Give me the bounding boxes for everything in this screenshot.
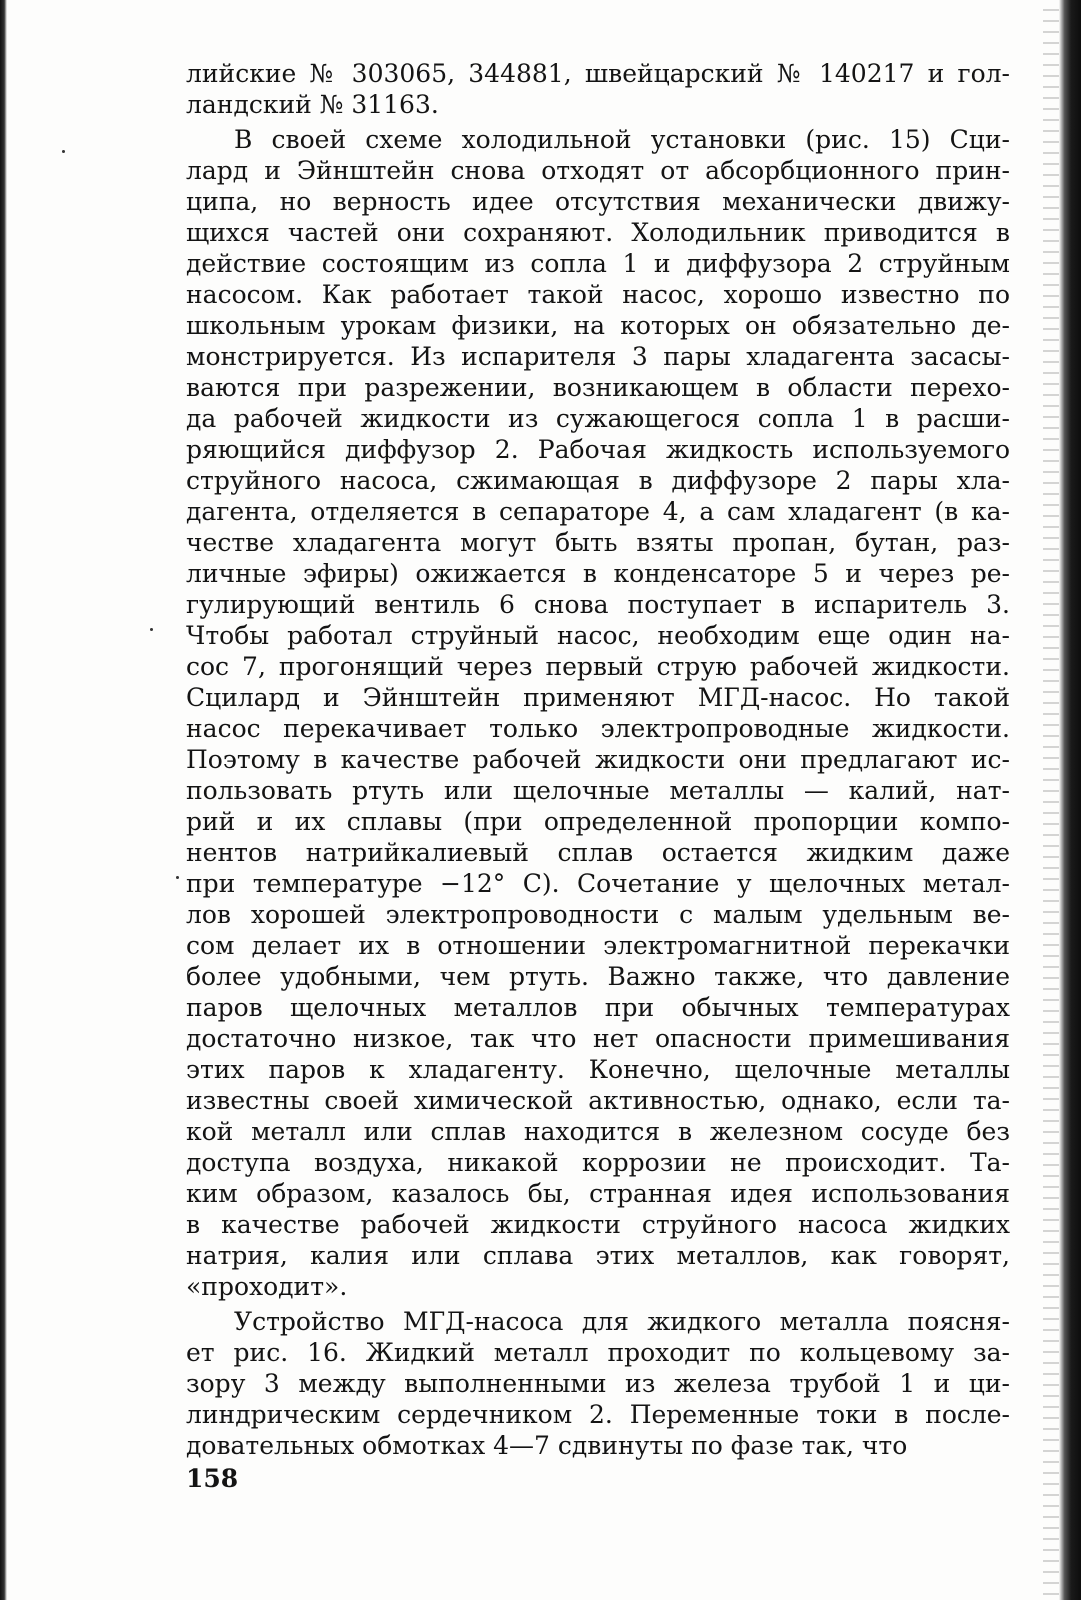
text-line: ландский № 31163. bbox=[186, 90, 439, 119]
text-line: сос 7, прогонящий через первый струю рабочей жидкости. bbox=[186, 652, 1010, 681]
text-line: ципа, но верность идее отсутствия механически движу- bbox=[186, 187, 1010, 216]
text-line: насосом. Как работает такой насос, хорошо известно по bbox=[186, 280, 1010, 309]
paragraph bbox=[186, 58, 1010, 120]
page-number: 158 bbox=[186, 1464, 239, 1493]
text-line: щихся частей они сохраняют. Холодильник приводится в bbox=[186, 218, 1010, 247]
text-line: ряющийся диффузор 2. Рабочая жидкость используемого bbox=[186, 435, 1010, 464]
text-line: доступа воздуха, никакой коррозии не происходит. Та- bbox=[186, 1148, 1010, 1177]
text-line: честве хладагента могут быть взяты пропан, бутан, раз- bbox=[186, 528, 1010, 557]
text-line: Поэтому в качестве рабочей жидкости они предлагают ис- bbox=[186, 745, 1010, 774]
text-line: насос перекачивает только электропроводные жидкости. bbox=[186, 714, 1010, 743]
text-line: да рабочей жидкости из сужающегося сопла 1 в расши- bbox=[186, 404, 1010, 433]
text-line: лов хорошей электропроводности с малым удельным ве- bbox=[186, 900, 1010, 929]
text-line: Устройство МГД-насоса для жидкого металла поясня- bbox=[234, 1307, 1010, 1336]
text-line: Сцилард и Эйнштейн применяют МГД-насос. Но такой bbox=[186, 683, 1010, 712]
scan-noise-right bbox=[1043, 0, 1059, 1600]
text-line: гулирующий вентиль 6 снова поступает в испаритель 3. bbox=[186, 590, 1010, 619]
text-line: паров щелочных металлов при обычных температурах bbox=[186, 993, 1010, 1022]
paragraph bbox=[186, 124, 1010, 1302]
text-line: ким образом, казалось бы, странная идея использования bbox=[186, 1179, 1010, 1208]
scan-speck bbox=[150, 628, 153, 631]
text-line: зору 3 между выполненными из железа трубой 1 и ци- bbox=[186, 1369, 1010, 1398]
scan-speck bbox=[62, 150, 65, 153]
text-line: дагента, отделяется в сепараторе 4, а сам хладагент (в ка- bbox=[186, 497, 1010, 526]
text-line: школьным урокам физики, на которых он обязательно де- bbox=[186, 311, 1010, 340]
text-line: ваются при разрежении, возникающем в области перехо- bbox=[186, 373, 1010, 402]
body-text bbox=[186, 58, 1010, 1461]
text-line: действие состоящим из сопла 1 и диффузора 2 струйным bbox=[186, 249, 1010, 278]
text-line: рий и их сплавы (при определенной пропорции компо- bbox=[186, 807, 1010, 836]
text-line: пользовать ртуть или щелочные металлы — калий, нат- bbox=[186, 776, 1010, 805]
text-line: ет рис. 16. Жидкий металл проходит по кольцевому за- bbox=[186, 1338, 1010, 1367]
text-line: достаточно низкое, так что нет опасности примешивания bbox=[186, 1024, 1010, 1053]
text-line: нентов натрийкалиевый сплав остается жидким даже bbox=[186, 838, 1010, 867]
text-line: личные эфиры) ожижается в конденсаторе 5 и через ре- bbox=[186, 559, 1010, 588]
text-line: лийские № 303065, 344881, швейцарский № 140217 и гол- bbox=[186, 59, 1010, 88]
text-line: Чтобы работал струйный насос, необходим еще один на- bbox=[186, 621, 1010, 650]
text-line: более удобными, чем ртуть. Важно также, что давление bbox=[186, 962, 1010, 991]
text-line: кой металл или сплав находится в железном сосуде без bbox=[186, 1117, 1010, 1146]
text-line: монстрируется. Из испарителя 3 пары хладагента засасы- bbox=[186, 342, 1010, 371]
binding-shadow-right bbox=[1059, 0, 1081, 1600]
text-line: струйного насоса, сжимающая в диффузоре 2 пары хла- bbox=[186, 466, 1010, 495]
text-line: лард и Эйнштейн снова отходят от абсорбционного прин- bbox=[186, 156, 1010, 185]
text-line: линдрическим сердечником 2. Переменные токи в после- bbox=[186, 1400, 1010, 1429]
text-line: этих паров к хладагенту. Конечно, щелочные металлы bbox=[186, 1055, 1010, 1084]
scan-speck bbox=[176, 876, 179, 879]
paragraph bbox=[186, 1306, 1010, 1461]
text-line: «проходит». bbox=[186, 1272, 348, 1301]
text-line: при температуре −12° С). Сочетание у щелочных метал- bbox=[186, 869, 1010, 898]
text-line: довательных обмотках 4—7 сдвинуты по фазе так, что bbox=[186, 1431, 908, 1460]
text-line: в качестве рабочей жидкости струйного насоса жидких bbox=[186, 1210, 1010, 1239]
text-line: известны своей химической активностью, однако, если та- bbox=[186, 1086, 1010, 1115]
binding-shadow-left bbox=[0, 0, 7, 1600]
text-line: натрия, калия или сплава этих металлов, как говорят, bbox=[186, 1241, 1010, 1270]
text-line: В своей схеме холодильной установки (рис. 15) Сци- bbox=[234, 125, 1010, 154]
text-line: сом делает их в отношении электромагнитной перекачки bbox=[186, 931, 1010, 960]
